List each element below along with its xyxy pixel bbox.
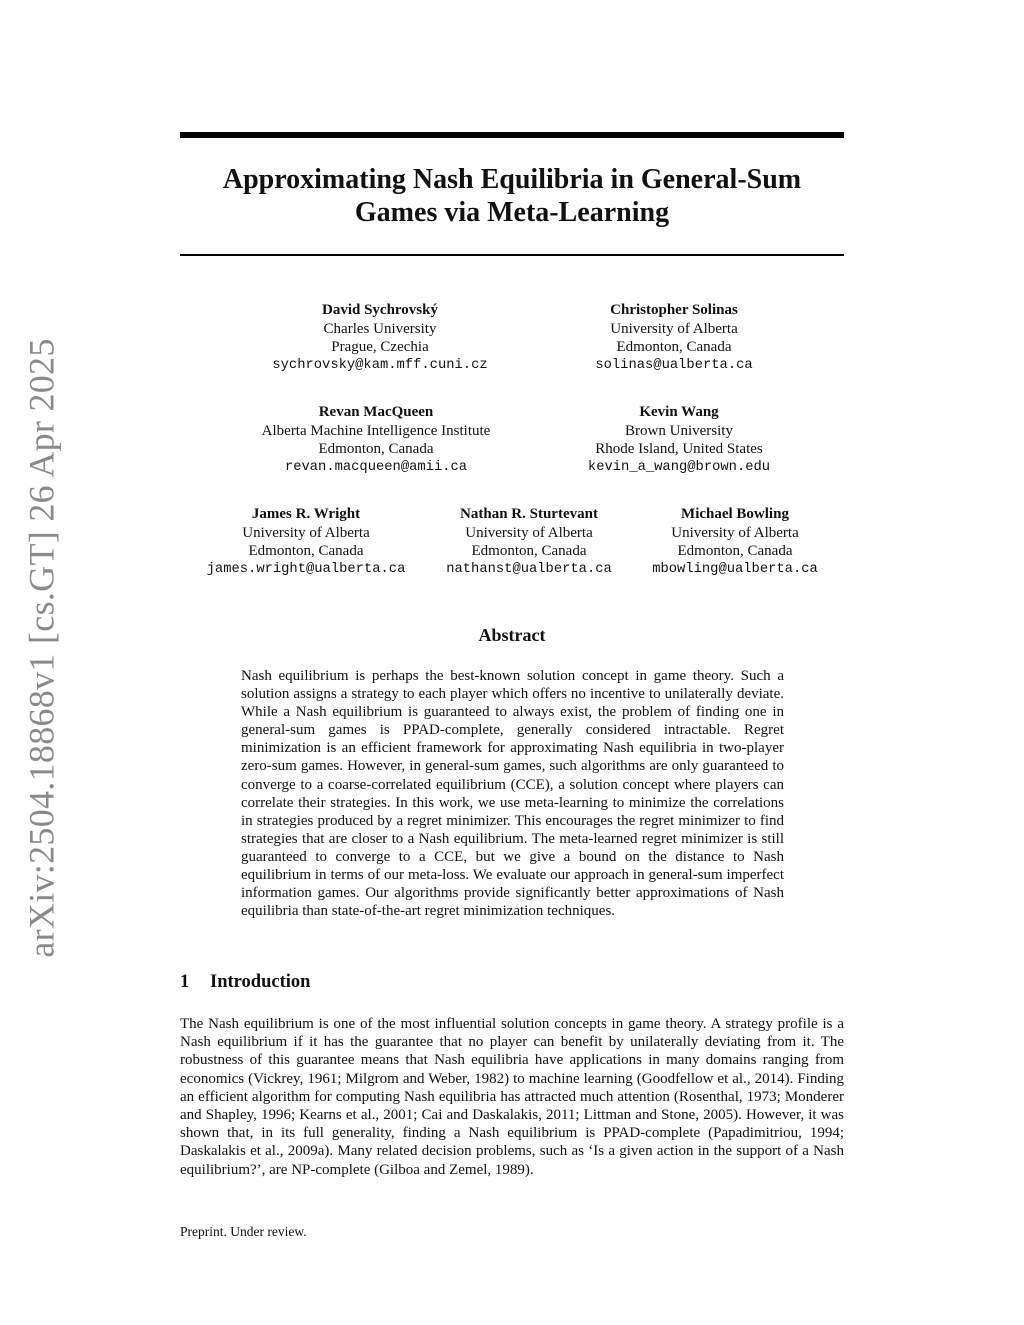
- author-name: David Sychrovský: [321, 302, 438, 318]
- author-location: Edmonton, Canada: [616, 339, 732, 355]
- author-affiliation: University of Alberta: [671, 524, 799, 541]
- introduction-paragraph: The Nash equilibrium is one of the most influential solution concepts in game theory. A strategy profile is a Nash equilibrium if it has the guarantee that no player can benefit by unilaterally deviating from it. The robustness of this guarantee means that Nash equilibria have applications in many domains ranging from economics (Vickrey, 1961; Milgrom and Weber, 1982) to machine learning (Goodfellow et al., 2014). Finding an efficient algorithm for computing Nash equilibria has attracted much attention (Rosenthal, 1973; Monderer and Shapley, 1996; Kearns et al., 2001; Cai and Daskalakis, 2011; Littman and Stone, 2005). However, it was shown that, in its full generality, finding a Nash equilibrium is PPAD-complete (Papadimitriou, 1994; Daskalakis et al., 2009a). Many related decision problems, such as ‘Is a given action in the support of a Nash equilibrium?’, are NP-complete (Gilboa and Zemel, 1989).: [180, 1016, 844, 1178]
- author-name: Revan MacQueen: [318, 404, 434, 420]
- author-email: mbowling@ualberta.ca: [652, 561, 818, 577]
- author-affiliation: Charles University: [323, 320, 437, 337]
- author-block: [434, 505, 624, 579]
- author-name: Michael Bowling: [681, 506, 789, 522]
- author-email: james.wright@ualberta.ca: [206, 561, 406, 577]
- arxiv-identifier: arXiv:2504.18868v1 [cs.GT] 26 Apr 2025: [22, 337, 63, 958]
- paper-title: [180, 163, 844, 229]
- author-block: [640, 505, 830, 579]
- author-block: [196, 505, 416, 579]
- section-number: 1: [180, 972, 190, 992]
- author-email: solinas@ualberta.ca: [595, 357, 753, 373]
- author-affiliation: Alberta Machine Intelligence Institute: [261, 422, 491, 439]
- author-block: [236, 403, 516, 477]
- author-location: Edmonton, Canada: [471, 543, 587, 559]
- title-line-2: Games via Meta-Learning: [354, 197, 670, 228]
- author-location: Edmonton, Canada: [318, 441, 434, 457]
- author-affiliation: Brown University: [625, 422, 733, 439]
- author-name: Nathan R. Sturtevant: [460, 506, 598, 522]
- author-block: [250, 301, 510, 375]
- section-heading: [180, 972, 310, 993]
- author-email: revan.macqueen@amii.ca: [284, 459, 468, 475]
- author-affiliation: University of Alberta: [610, 320, 738, 337]
- author-email: nathanst@ualberta.ca: [446, 561, 612, 577]
- author-location: Edmonton, Canada: [248, 543, 364, 559]
- title-top-rule: [180, 132, 844, 138]
- author-email: kevin_a_wang@brown.edu: [587, 459, 771, 475]
- author-affiliation: University of Alberta: [242, 524, 370, 541]
- title-bottom-rule: [180, 254, 844, 256]
- author-block: [564, 403, 794, 477]
- author-location: Rhode Island, United States: [595, 441, 763, 457]
- author-affiliation: University of Alberta: [465, 524, 593, 541]
- author-block: [564, 301, 784, 375]
- author-name: Christopher Solinas: [610, 302, 738, 318]
- abstract-text: Nash equilibrium is perhaps the best-known solution concept in game theory. Such a solution assigns a strategy to each player which offers no incentive to unilaterally deviate. While a Nash equilibrium is guaranteed to always exist, the problem of finding one in general-sum games is PPAD-complete, generally considered intractable. Regret minimization is an efficient framework for approximating Nash equilibria in two-player zero-sum games. However, in general-sum games, such algorithms are only guaranteed to converge to a coarse-correlated equilibrium (CCE), a solution concept where players can correlate their strategies. In this work, we use meta-learning to minimize the correlations in strategies produced by a regret minimizer. This encourages the regret minimizer to find strategies that are closer to a Nash equilibrium. The meta-learned regret minimizer is still guaranteed to converge to a CCE, but we give a bound on the distance to Nash equilibrium in terms of our meta-loss. We evaluate our approach in general-sum imperfect information games. Our algorithms provide significantly better approximations of Nash equilibria than state-of-the-art regret minimization techniques.: [241, 668, 784, 920]
- preprint-footer: Preprint. Under review.: [180, 1224, 307, 1239]
- author-location: Edmonton, Canada: [677, 543, 793, 559]
- title-line-1: Approximating Nash Equilibria in General-Sum: [222, 164, 802, 195]
- abstract-heading: Abstract: [478, 625, 546, 645]
- section-title: Introduction: [210, 972, 311, 992]
- author-name: Kevin Wang: [639, 404, 719, 420]
- author-email: sychrovsky@kam.mff.cuni.cz: [272, 357, 488, 373]
- author-name: James R. Wright: [251, 506, 361, 522]
- author-location: Prague, Czechia: [331, 339, 429, 355]
- arxiv-side-stamp: [20, 337, 64, 958]
